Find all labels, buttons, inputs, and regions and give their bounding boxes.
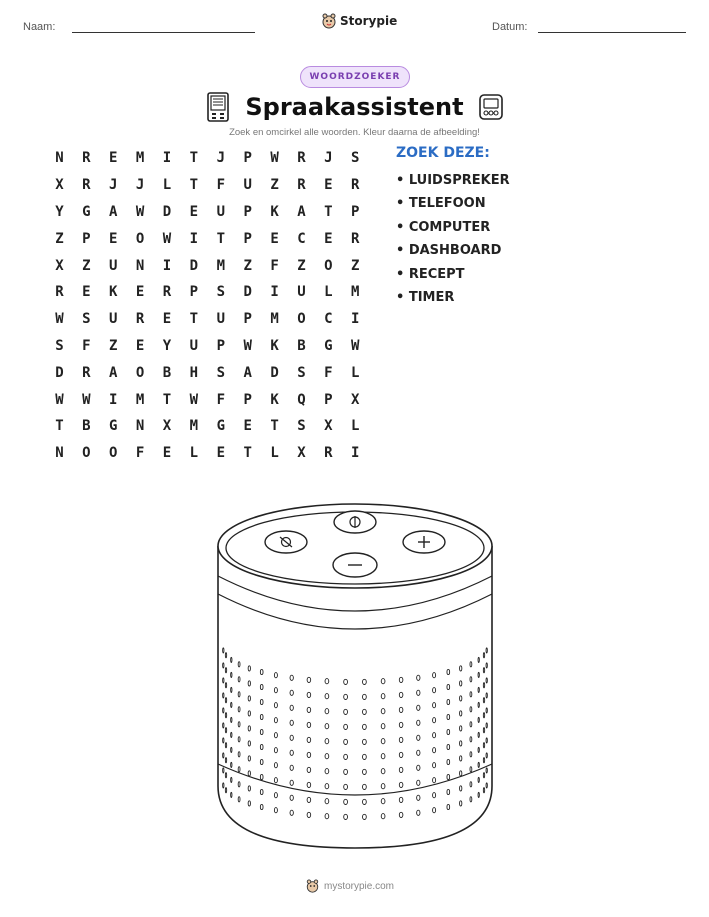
grid-letter: X xyxy=(324,418,333,435)
grid-letter: S xyxy=(55,337,64,354)
grid-letter: E xyxy=(162,311,172,328)
grid-letter: I xyxy=(162,150,172,167)
grid-letter: F xyxy=(270,257,279,274)
grid-letter: J xyxy=(109,177,118,194)
grid-letter: R xyxy=(351,230,360,247)
grid-letter: D xyxy=(270,364,279,381)
grid-letter: S xyxy=(297,364,306,381)
grid-letter: G xyxy=(82,203,91,220)
name-line xyxy=(72,32,255,33)
grid-letter: T xyxy=(243,445,252,462)
grid-letter: P xyxy=(324,391,333,408)
grid-letter: X xyxy=(162,418,172,435)
grid-letter: W xyxy=(162,230,172,247)
grid-letter: R xyxy=(55,284,64,301)
grid-letter: J xyxy=(216,150,225,167)
grid-letter: T xyxy=(324,203,333,220)
grid-letter: E xyxy=(109,230,118,247)
find-title: ZOEK DEZE: xyxy=(396,145,490,161)
grid-letter: L xyxy=(162,177,172,194)
grid-letter: D xyxy=(189,257,199,274)
grid-letter: A xyxy=(109,203,118,220)
grid-letter: L xyxy=(351,418,360,435)
grid-letter: W xyxy=(351,337,360,354)
word-search-grid xyxy=(46,145,369,467)
grid-letter: W xyxy=(55,311,64,328)
grid-letter: I xyxy=(351,311,360,328)
grid-letter: W xyxy=(82,391,91,408)
grid-letter: T xyxy=(270,418,279,435)
timer-icon xyxy=(478,93,504,121)
grid-letter: E xyxy=(324,230,333,247)
grid-letter: K xyxy=(109,284,118,301)
grid-letter: M xyxy=(189,418,199,435)
grid-letter: A xyxy=(243,364,252,381)
grid-letter: E xyxy=(82,284,91,301)
volume-up-button xyxy=(403,531,445,553)
grid-letter: T xyxy=(162,391,172,408)
grid-letter: P xyxy=(243,150,252,167)
grid-letter: M xyxy=(216,257,225,274)
word-list-item: • RECEPT xyxy=(396,266,465,282)
name-label: Naam: xyxy=(23,21,56,33)
grid-letter: F xyxy=(135,445,145,462)
grid-letter: H xyxy=(189,364,199,381)
grid-letter: N xyxy=(55,150,64,167)
grid-letter: Y xyxy=(162,337,172,354)
grid-letter: O xyxy=(109,445,118,462)
grid-letter: K xyxy=(270,337,279,354)
grid-letter: E xyxy=(324,177,333,194)
grid-letter: R xyxy=(297,150,306,167)
grid-letter: E xyxy=(135,337,145,354)
grid-letter: P xyxy=(243,203,252,220)
grid-letter: P xyxy=(216,337,225,354)
grid-letter: F xyxy=(216,391,225,408)
grid-letter: O xyxy=(297,311,306,328)
grid-letter: A xyxy=(109,364,118,381)
grid-letter: F xyxy=(216,177,225,194)
grid-letter: E xyxy=(109,150,118,167)
grid-letter: S xyxy=(216,364,225,381)
grid-letter: B xyxy=(297,337,306,354)
grid-letter: B xyxy=(162,364,172,381)
grid-letter: E xyxy=(135,284,145,301)
phone-icon xyxy=(205,92,231,122)
grid-letter: T xyxy=(189,311,199,328)
grid-letter: K xyxy=(270,391,279,408)
grid-letter: L xyxy=(324,284,333,301)
footer-url: mystorypie.com xyxy=(324,880,395,892)
grid-letter: D xyxy=(243,284,252,301)
grid-letter: B xyxy=(82,418,91,435)
grid-letter: E xyxy=(162,445,172,462)
brand-logo xyxy=(322,13,397,29)
grid-letter: L xyxy=(270,445,279,462)
grid-letter: K xyxy=(270,203,279,220)
grid-letter: T xyxy=(189,177,199,194)
mute-button xyxy=(265,531,307,553)
grid-letter: R xyxy=(135,311,145,328)
grid-letter: E xyxy=(270,230,279,247)
grid-letter: Y xyxy=(55,203,64,220)
instructions: Zoek en omcirkel alle woorden. Kleur daarna de afbeelding! xyxy=(229,127,480,138)
grid-letter: N xyxy=(135,418,145,435)
word-list-item: • DASHBOARD xyxy=(396,243,502,259)
grid-letter: C xyxy=(324,311,333,328)
grid-letter: X xyxy=(55,177,64,194)
mascot-logo-icon xyxy=(322,13,336,29)
grid-letter: A xyxy=(297,203,306,220)
volume-down-button xyxy=(333,553,377,577)
grid-letter: W xyxy=(243,337,252,354)
grid-letter: F xyxy=(82,337,91,354)
word-list-item: • TELEFOON xyxy=(396,196,486,212)
title-row xyxy=(0,88,709,126)
word-list-item: • TIMER xyxy=(396,289,455,305)
grid-letter: Z xyxy=(82,257,91,274)
page-title: Spraakassistent xyxy=(245,93,464,121)
brand-name: Storypie xyxy=(340,14,398,28)
grid-letter: O xyxy=(135,230,145,247)
grid-letter: S xyxy=(297,418,306,435)
word-list-item: • LUIDSPREKER xyxy=(396,173,510,188)
grid-letter: Z xyxy=(351,257,360,274)
grid-letter: Z xyxy=(109,337,118,354)
grid-letter: U xyxy=(216,203,225,220)
grid-letter: Z xyxy=(55,230,64,247)
grid-letter: W xyxy=(135,203,145,220)
grid-letter: M xyxy=(135,391,145,408)
grid-letter: I xyxy=(189,230,199,247)
grid-letter: J xyxy=(324,150,333,167)
action-button xyxy=(334,511,376,533)
grid-letter: X xyxy=(55,257,64,274)
grid-letter: U xyxy=(243,177,252,194)
grid-letter: T xyxy=(55,418,64,435)
grid-letter: P xyxy=(243,311,252,328)
grid-letter: R xyxy=(351,177,360,194)
grid-letter: S xyxy=(351,150,360,167)
grid-letter: J xyxy=(135,177,145,194)
grid-letter: L xyxy=(351,364,360,381)
grid-letter: N xyxy=(55,445,64,462)
worksheet-type-badge: WOORDZOEKER xyxy=(300,66,410,88)
grid-letter: U xyxy=(189,337,199,354)
grid-letter: O xyxy=(82,445,91,462)
grid-letter: W xyxy=(189,391,199,408)
grid-letter: P xyxy=(82,230,91,247)
grid-letter: P xyxy=(189,284,199,301)
grid-letter: U xyxy=(109,311,118,328)
grid-letter: R xyxy=(82,364,91,381)
grid-letter: W xyxy=(270,150,279,167)
grid-letter: M xyxy=(270,311,279,328)
grid-letter: F xyxy=(324,364,333,381)
grid-letter: U xyxy=(109,257,118,274)
grid-letter: N xyxy=(135,257,145,274)
grid-letter: Z xyxy=(243,257,252,274)
mascot-logo-icon xyxy=(306,879,319,893)
grid-letter: L xyxy=(189,445,199,462)
grid-letter: R xyxy=(162,284,172,301)
grid-letter: S xyxy=(216,284,225,301)
grid-letter: Z xyxy=(270,177,279,194)
grid-letter: O xyxy=(135,364,145,381)
grid-letter: Z xyxy=(297,257,306,274)
grid-letter: E xyxy=(189,203,199,220)
word-list-item: • COMPUTER xyxy=(396,219,491,235)
grid-letter: G xyxy=(324,337,333,354)
grid-letter: M xyxy=(135,150,145,167)
grid-letter: P xyxy=(351,203,360,220)
grid-letter: I xyxy=(162,257,172,274)
grid-letter: Q xyxy=(297,391,306,408)
date-label: Datum: xyxy=(492,21,528,33)
grid-letter: X xyxy=(351,391,360,408)
grid-letter: T xyxy=(216,230,225,247)
grid-letter: O xyxy=(324,257,333,274)
grid-letter: P xyxy=(243,230,252,247)
grid-letter: R xyxy=(82,150,91,167)
grid-letter: R xyxy=(324,445,333,462)
grid-letter: G xyxy=(216,418,225,435)
grid-letter: I xyxy=(109,391,118,408)
grid-letter: I xyxy=(351,445,360,462)
grid-letter: U xyxy=(297,284,306,301)
grid-letter: D xyxy=(55,364,64,381)
grid-letter: W xyxy=(55,391,64,408)
word-list xyxy=(396,171,510,311)
grid-letter: C xyxy=(297,230,306,247)
footer xyxy=(306,879,394,893)
grid-letter: R xyxy=(82,177,91,194)
grid-letter: T xyxy=(189,150,199,167)
grid-letter: G xyxy=(109,418,118,435)
grid-letter: D xyxy=(162,203,172,220)
grid-letter: M xyxy=(351,284,360,301)
grid-letter: P xyxy=(243,391,252,408)
date-line xyxy=(538,32,686,33)
grid-letter: R xyxy=(297,177,306,194)
grid-letter: I xyxy=(270,284,279,301)
grid-letter: U xyxy=(216,311,225,328)
grid-letter: S xyxy=(82,311,91,328)
grid-letter: X xyxy=(297,445,306,462)
speaker-illustration xyxy=(212,496,498,852)
grid-letter: E xyxy=(243,418,252,435)
grid-letter: E xyxy=(216,445,225,462)
